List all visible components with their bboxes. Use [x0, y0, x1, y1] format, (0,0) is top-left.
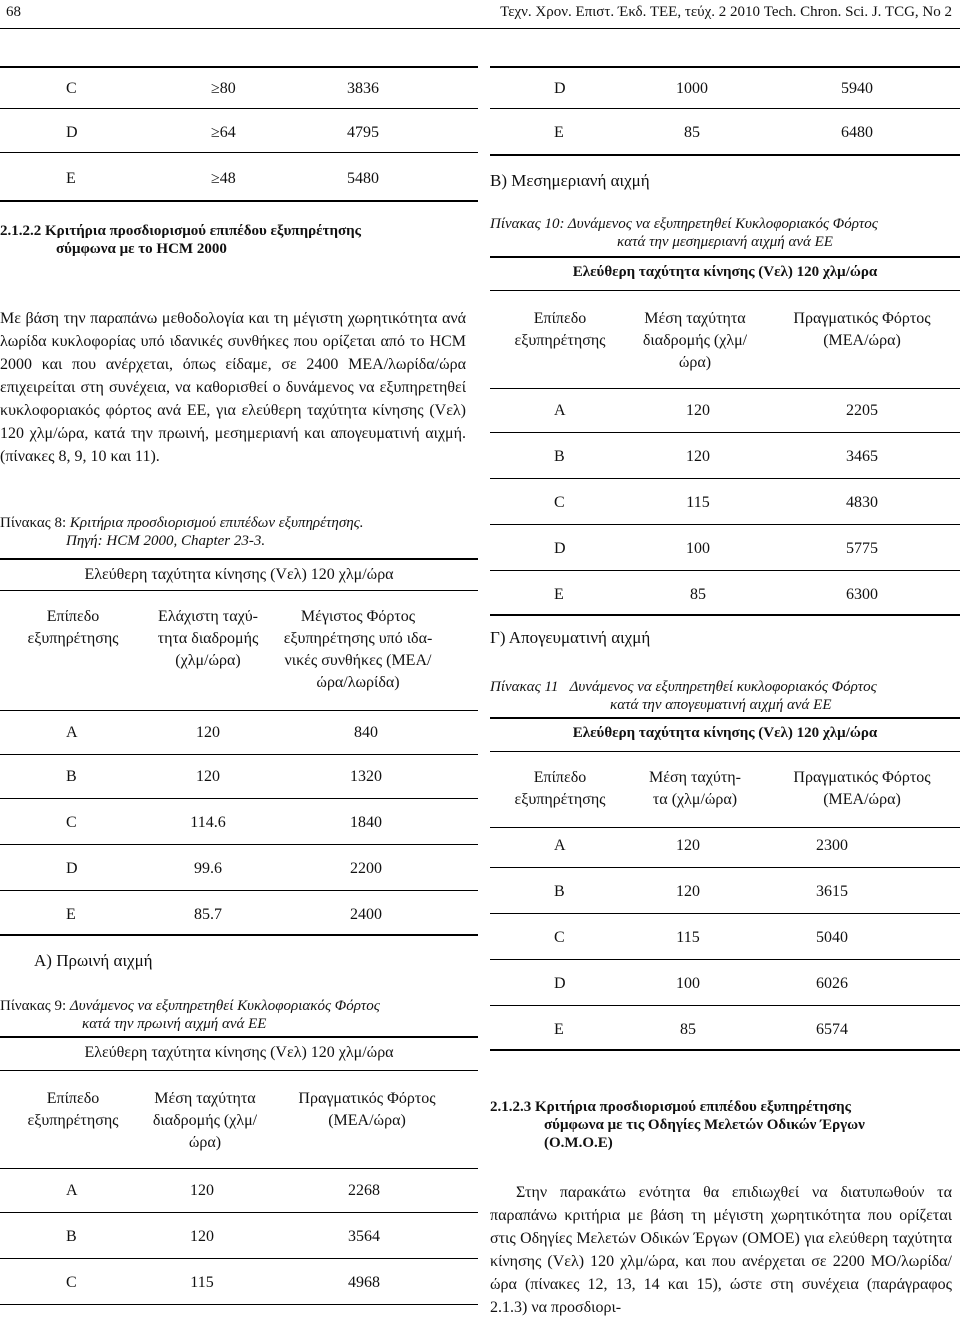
table-9: [0, 1036, 478, 1317]
caption-text: Πίνακας 10: Δυνάμενος να εξυπηρετηθεί Κυκλοφοριακός Φόρτος: [490, 216, 878, 232]
speed-cell: 100: [686, 540, 710, 557]
table-rule: [0, 558, 478, 560]
running-header: [0, 0, 960, 28]
table-rule: [490, 256, 960, 258]
page-number: 68: [6, 4, 21, 20]
flow-cell: 3836: [347, 80, 379, 97]
speed-cell: 120: [196, 768, 220, 785]
body-paragraph: Με βάση την παραπάνω μεθοδολογία και τη μέγιστη χωρητικότητα ανά λωρίδα κυκλοφορίας υπό ιδανικές συνθήκες που ορίζεται από το HCM 2000 και που ανέρχεται, όπως είδαμε, σε 2400 ΜΕΑ/λωρίδα/ώρα επιχειρείται στη συνέχεια, να καθορισθεί ο δυνάμενος να εξυπηρετηθεί κυκλοφοριακός φόρτος ανά ΕΕ, για ελεύθερη ταχύτητα κίνησης (Vελ) 120 χλμ/ώρα, κατά την πρωινή, μεσημεριανή και απογευματινή αιχμή. (πίνακες 8, 9, 10 και 11).: [0, 310, 466, 465]
flow-cell: 6300: [846, 586, 878, 603]
speed-cell: 115: [676, 929, 700, 946]
speed-cell: 120: [676, 883, 700, 900]
level-cell: B: [554, 883, 565, 900]
row-divider: [490, 827, 960, 828]
level-cell: E: [66, 170, 76, 187]
header-max-flow: Μέγιστος Φόρτος εξυπηρέτησης υπό ιδα- νικές συνθήκες (ΜΕΑ/ ώρα/λωρίδα): [283, 608, 433, 691]
row-divider: [0, 890, 478, 891]
section-heading-2122: [0, 222, 478, 258]
flow-cell: 1840: [350, 814, 382, 831]
speed-cell: 85: [680, 1021, 696, 1038]
table-rule: [490, 717, 960, 719]
caption-text: Δυνάμενος να εξυπηρετηθεί Κυκλοφοριακός Φόρτος: [69, 998, 380, 1014]
speed-cell: 99.6: [194, 860, 222, 877]
speed-row: Ελεύθερη ταχύτητα κίνησης (Vελ) 120 χλμ/ώρα: [84, 1044, 394, 1061]
row-divider: [490, 867, 960, 868]
caption-text: Κριτήρια προσδιορισμού επιπέδων εξυπηρέτησης.: [69, 515, 364, 531]
speed-cell: ≥48: [211, 170, 236, 187]
row-divider: [490, 432, 960, 433]
closing-paragraph: Στην παρακάτω ενότητα θα επιδιωχθεί να διατυπωθούν τα παραπάνω κριτήρια με βάση τη μέγιστη χωρητικότητα που ορίζεται στις Οδηγίες Μελετών Οδικών Έργων (ΟΜΟΕ) για ελεύθερη ταχύτητα κίνησης (Vελ) 120 χλμ/ώρα, και που ανέρχεται σε 2200 ΜΟ/λωρίδα/ώρα (πίνακες 12, 13, 14 και 15), ώστε στη συνέχεια (παράγραφος 2.1.3) να προσδιορι-: [490, 1184, 952, 1316]
level-cell: E: [554, 1021, 564, 1038]
row-divider: [490, 108, 960, 109]
table-rule: [0, 1036, 478, 1038]
flow-cell: 6026: [816, 975, 848, 992]
level-cell: D: [66, 124, 78, 141]
row-divider: [0, 844, 478, 845]
caption-prefix: Πίνακας 8:: [0, 515, 67, 531]
speed-cell: 115: [190, 1274, 214, 1291]
speed-row: Ελεύθερη ταχύτητα κίνησης (Vελ) 120 χλμ/ώρα: [84, 566, 394, 583]
section-title: Κριτήρια προσδιορισμού επιπέδου εξυπηρέτησης: [45, 223, 362, 239]
level-cell: E: [554, 586, 564, 603]
table-8: [0, 558, 478, 938]
row-divider: [0, 1304, 478, 1305]
table-rule: [490, 66, 960, 68]
level-cell: C: [66, 1274, 77, 1291]
speed-cell: 120: [676, 837, 700, 854]
section-number: 2.1.2.3: [490, 1099, 532, 1115]
header-rule: [0, 28, 960, 29]
flow-cell: 2200: [350, 860, 382, 877]
caption-prefix: Πίνακας 9:: [0, 998, 67, 1014]
table10-caption: [490, 215, 960, 251]
caption-text-line2: κατά την πρωινή αιχμή ανά ΕΕ: [82, 1016, 267, 1032]
flow-cell: 2268: [348, 1182, 380, 1199]
flow-cell: 840: [354, 724, 378, 741]
table-rule: [490, 614, 960, 616]
header-level: Επίπεδο εξυπηρέτησης: [514, 310, 606, 349]
row-divider: [0, 1070, 478, 1071]
level-cell: E: [554, 124, 564, 141]
row-divider: [490, 751, 960, 752]
caption-text-line2: κατά την απογευματινή αιχμή ανά ΕΕ: [610, 697, 832, 713]
header-min-speed: Ελάχιστη ταχύ- τητα διαδρομής (χλμ/ώρα): [157, 608, 259, 669]
table11-caption: [490, 678, 960, 714]
flow-cell: 3564: [348, 1228, 380, 1245]
header-avg-speed: Μέση ταχύτητα διαδρομής (χλμ/ ώρα): [152, 1090, 258, 1151]
section-title-line3: (Ο.Μ.Ο.Ε): [544, 1135, 613, 1151]
section-title-line2: σύμφωνα με τις Οδηγίες Μελετών Οδικών Έργων: [544, 1117, 865, 1133]
flow-cell: 6480: [841, 124, 873, 141]
speed-cell: ≥80: [211, 80, 236, 97]
header-actual-flow: Πραγματικός Φόρτος (ΜΕΑ/ώρα): [793, 310, 931, 349]
row-divider: [0, 1258, 478, 1259]
header-level: Επίπεδο εξυπηρέτησης: [27, 608, 119, 647]
speed-cell: 120: [190, 1182, 214, 1199]
row-divider: [0, 1212, 478, 1213]
flow-cell: 5940: [841, 80, 873, 97]
row-divider: [490, 290, 960, 291]
header-level: Επίπεδο εξυπηρέτησης: [514, 769, 606, 808]
afternoon-peak-label: Γ) Απογευματινή αιχμή: [490, 628, 651, 647]
level-cell: A: [554, 402, 566, 419]
section-heading-2123: [490, 1098, 960, 1152]
speed-cell: 114.6: [190, 814, 226, 831]
table-rule: [490, 1049, 960, 1051]
flow-cell: 4968: [348, 1274, 380, 1291]
row-divider: [0, 108, 478, 109]
header-avg-speed: Μέση ταχύτη- τα (χλμ/ώρα): [649, 769, 741, 808]
table-rule: [0, 200, 478, 202]
speed-cell: 85.7: [194, 906, 222, 923]
level-cell: D: [554, 540, 566, 557]
row-divider: [490, 478, 960, 479]
speed-cell: 120: [686, 448, 710, 465]
row-divider: [0, 754, 478, 755]
section-number: 2.1.2.2: [0, 223, 42, 239]
table9-caption: [0, 997, 478, 1033]
speed-cell: 85: [690, 586, 706, 603]
midday-peak-label: B) Μεσημεριανή αιχμή: [490, 171, 650, 190]
level-cell: E: [66, 906, 76, 923]
row-divider: [0, 798, 478, 799]
speed-cell: ≥64: [211, 124, 236, 141]
level-cell: B: [66, 768, 77, 785]
row-divider: [490, 524, 960, 525]
row-divider: [490, 1005, 960, 1006]
speed-row: Ελεύθερη ταχύτητα κίνησης (Vελ) 120 χλμ/ώρα: [572, 725, 878, 741]
speed-cell: 1000: [676, 80, 708, 97]
section-title: Κριτήρια προσδιορισμού επιπέδου εξυπηρέτησης: [535, 1099, 852, 1115]
running-title: Τεχν. Χρον. Επιστ. Έκδ. ΤΕΕ, τεύχ. 2 2010 Tech. Chron. Sci. J. TCG, No 2: [500, 4, 952, 20]
section-title-line2: σύμφωνα με το HCM 2000: [56, 241, 227, 257]
flow-cell: 1320: [350, 768, 382, 785]
caption-text: Δυνάμενος να εξυπηρετηθεί κυκλοφοριακός Φόρτος: [569, 679, 877, 695]
header-actual-flow: Πραγματικός Φόρτος (ΜΕΑ/ώρα): [793, 769, 931, 808]
row-divider: [0, 710, 478, 711]
flow-cell: 4795: [347, 124, 379, 141]
speed-cell: 85: [684, 124, 700, 141]
row-divider: [0, 590, 478, 591]
level-cell: A: [554, 837, 566, 854]
table-rule: [0, 66, 478, 68]
flow-cell: 5775: [846, 540, 878, 557]
level-cell: A: [66, 1182, 78, 1199]
flow-cell: 2205: [846, 402, 878, 419]
row-divider: [0, 152, 478, 153]
level-cell: C: [66, 814, 77, 831]
header-actual-flow: Πραγματικός Φόρτος (ΜΕΑ/ώρα): [298, 1090, 436, 1129]
speed-cell: 120: [686, 402, 710, 419]
level-cell: D: [66, 860, 78, 877]
table-rule: [490, 154, 960, 156]
flow-cell: 6574: [816, 1021, 848, 1038]
level-cell: C: [554, 494, 565, 511]
row-divider: [490, 388, 960, 389]
row-divider: [490, 959, 960, 960]
flow-cell: 2400: [350, 906, 382, 923]
table-11: [490, 717, 960, 1052]
flow-cell: 3615: [816, 883, 848, 900]
level-cell: A: [66, 724, 78, 741]
level-cell: B: [66, 1228, 77, 1245]
level-cell: D: [554, 80, 566, 97]
speed-cell: 115: [686, 494, 710, 511]
speed-cell: 100: [676, 975, 700, 992]
speed-cell: 120: [190, 1228, 214, 1245]
row-divider: [490, 913, 960, 914]
speed-cell: 120: [196, 724, 220, 741]
caption-prefix: Πίνακας 11: [490, 679, 559, 695]
row-divider: [0, 1168, 478, 1169]
table-continuation-left: [0, 40, 478, 210]
level-cell: C: [554, 929, 565, 946]
flow-cell: 3465: [846, 448, 878, 465]
level-cell: D: [554, 975, 566, 992]
flow-cell: 4830: [846, 494, 878, 511]
flow-cell: 2300: [816, 837, 848, 854]
level-cell: B: [554, 448, 565, 465]
morning-peak-label: A) Πρωινή αιχμή: [34, 951, 153, 970]
caption-text-line2: κατά την μεσημεριανή αιχμή ανά ΕΕ: [617, 234, 833, 250]
row-divider: [490, 570, 960, 571]
table-10: [490, 256, 960, 616]
header-avg-speed: Μέση ταχύτητα διαδρομής (χλμ/ ώρα): [642, 310, 748, 371]
level-cell: C: [66, 80, 77, 97]
table8-caption: [0, 514, 478, 550]
header-level: Επίπεδο εξυπηρέτησης: [27, 1090, 119, 1129]
flow-cell: 5040: [816, 929, 848, 946]
table-rule: [0, 934, 478, 936]
flow-cell: 5480: [347, 170, 379, 187]
caption-source: Πηγή: HCM 2000, Chapter 23-3.: [66, 533, 266, 549]
speed-row: Ελεύθερη ταχύτητα κίνησης (Vελ) 120 χλμ/ώρα: [572, 264, 878, 280]
table-continuation-right: [490, 40, 960, 160]
